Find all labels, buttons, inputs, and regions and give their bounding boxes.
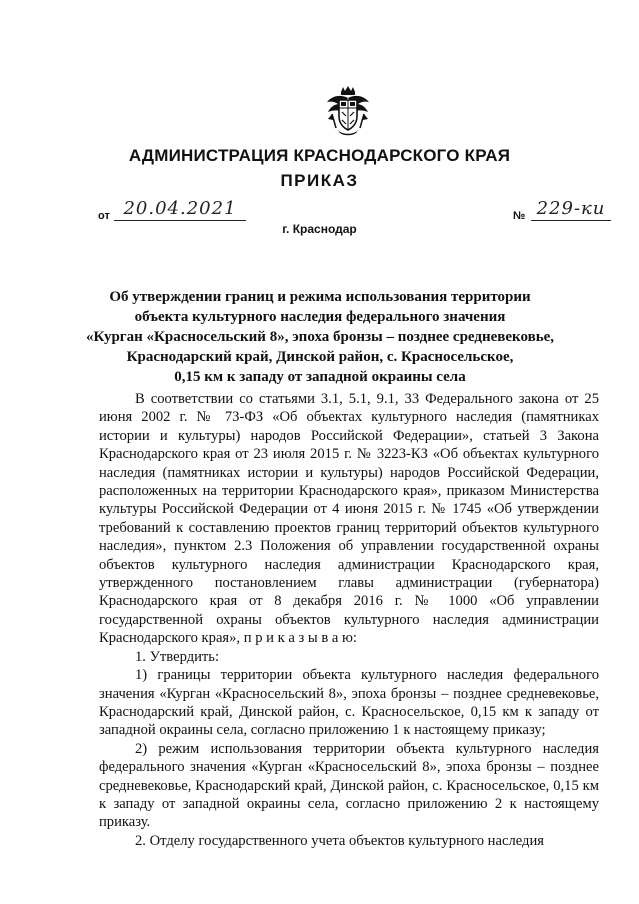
paragraph-item-1-2: 2) режим использования территории объекта культурного наследия федерального значения «Курган «Красносельский 8», эпоха бронзы – позднее средневековье, Краснодарский край, Динской район, с. Красносельское, 0,15 км к западу от западной окраины села, согласно приложению 2 к настоящему приказу. bbox=[99, 740, 599, 831]
title-line: Краснодарский край, Динской район, с. Красносельское, bbox=[126, 349, 514, 365]
document-title bbox=[80, 287, 560, 387]
paragraph-item-1: 1. Утвердить: bbox=[135, 648, 220, 665]
date-label: от bbox=[98, 210, 110, 222]
paragraph-preamble: В соответствии со статьями 3.1, 5.1, 9.1, 33 Федерального закона от 25 июня 2002 г. № 73-ФЗ «Об объектах культурного наследия (памятниках истории и культуры) народов Российской Федерации», статьей 3 Закона Краснодарского края от 23 июля 2015 г. № 3223-КЗ «Об объектах культурного наследия (памятниках истории и культуры) народов Российской Федерации, расположенных на территории Краснодарского края», приказом Министерства культуры Российской Федерации от 4 июня 2015 г. № 1745 «Об утверждении требований к составлению проектов границ территорий объектов культурного наследия», пунктом 2.3 Положения об управлении государственной охраны объектов культурного наследия администрации Краснодарского края, утвержденного постановлением главы администрации (губернатора) Краснодарского края от 8 декабря 2016 г. № 1000 «Об управлении государственной охраны объектов культурного наследия администрации Краснодарского края», п р и к а з ы в а ю: bbox=[99, 391, 599, 647]
number-label: № bbox=[513, 210, 526, 222]
paragraph-item-1-1: 1) границы территории объекта культурного наследия федерального значения «Курган «Красносельский 8», эпоха бронзы – позднее средневековье, Краснодарский край, Динской район, с. Красносельское, 0,15 км к западу от западной окраины села, согласно приложению 1 к настоящему приказу; bbox=[99, 667, 599, 739]
coat-of-arms-emblem bbox=[326, 86, 370, 136]
document-type: ПРИКАЗ bbox=[280, 171, 359, 190]
title-line: 0,15 км к западу от западной окраины села bbox=[174, 369, 466, 385]
title-line: «Курган «Красносельский 8», эпоха бронзы – позднее средневековье, bbox=[85, 329, 555, 345]
coat-of-arms-icon bbox=[326, 86, 370, 136]
paragraph-item-2: 2. Отделу государственного учета объектов культурного наследия bbox=[135, 832, 544, 849]
title-line: Об утверждении границ и режима использования территории bbox=[109, 289, 531, 305]
date-value: 20.04.2021 bbox=[114, 198, 246, 221]
city-label: г. Краснодар bbox=[282, 222, 357, 236]
number-value: 229-ки bbox=[531, 198, 611, 221]
organization-title: АДМИНИСТРАЦИЯ КРАСНОДАРСКОГО КРАЯ bbox=[128, 146, 511, 165]
document-body bbox=[99, 390, 599, 850]
title-line: объекта культурного наследия федерального значения bbox=[134, 309, 506, 325]
